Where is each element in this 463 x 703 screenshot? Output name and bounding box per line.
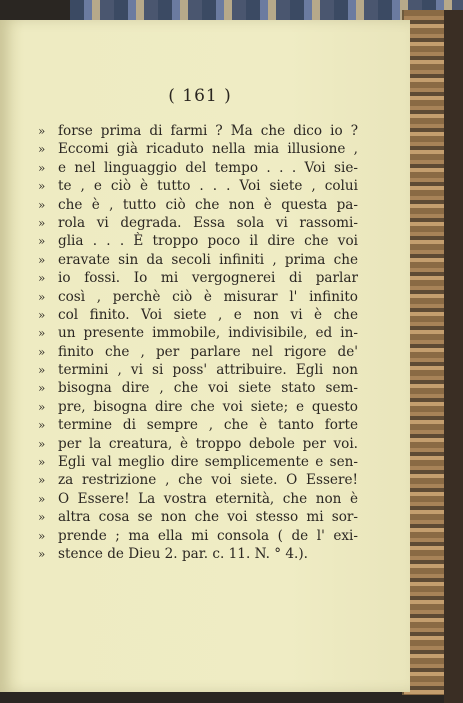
text-line bbox=[38, 140, 358, 158]
text-line-content: Eccomi già ricaduto nella mia illusione , bbox=[58, 141, 358, 158]
text-line-content: finito che , per parlare nel rigore de' bbox=[58, 343, 358, 360]
quote-mark: » bbox=[38, 234, 46, 249]
text-line bbox=[38, 343, 358, 361]
quote-mark: » bbox=[38, 215, 46, 230]
body-text bbox=[38, 122, 358, 563]
text-line-content: per la creatura, è troppo debole per voi. bbox=[58, 435, 358, 452]
text-line bbox=[38, 214, 358, 232]
quote-mark: » bbox=[38, 307, 46, 322]
text-line bbox=[38, 159, 358, 177]
quote-mark: » bbox=[38, 399, 46, 414]
text-line-content: forse prima di farmi ? Ma che dico io ? bbox=[58, 123, 358, 139]
text-line-content: e nel linguaggio del tempo . . . Voi sie- bbox=[58, 159, 358, 176]
text-line-content: termine di sempre , che è tanto forte bbox=[58, 417, 358, 434]
text-line-content: così , perchè ciò è misurar l' infinito bbox=[58, 288, 358, 305]
text-line bbox=[38, 416, 358, 434]
text-line bbox=[38, 306, 358, 324]
quote-mark: » bbox=[38, 491, 46, 506]
text-line bbox=[38, 545, 358, 563]
quote-mark: » bbox=[38, 289, 46, 304]
text-line-content: prende ; ma ella mi consola ( de l' exi- bbox=[58, 527, 358, 544]
quote-mark: » bbox=[38, 197, 46, 212]
text-line-content: che è , tutto ciò che non è questa pa- bbox=[58, 196, 358, 213]
text-line-content: io fossi. Io mi vergognerei di parlar bbox=[58, 270, 358, 287]
text-line-content: O Essere! La vostra eternità, che non è bbox=[58, 490, 358, 507]
quote-mark: » bbox=[38, 363, 46, 378]
quote-mark: » bbox=[38, 124, 46, 138]
text-line-content: col finito. Voi siete , e non vi è che bbox=[58, 306, 358, 323]
quote-mark: » bbox=[38, 528, 46, 543]
text-line-content: altra cosa se non che voi stesso mi sor- bbox=[58, 509, 358, 526]
text-line bbox=[38, 398, 358, 416]
quote-mark: » bbox=[38, 473, 46, 488]
text-line-content: glia . . . È troppo poco il dire che voi bbox=[58, 233, 358, 250]
text-line-content: Egli val meglio dire semplicemente e sen- bbox=[58, 454, 358, 471]
quote-mark: » bbox=[38, 179, 46, 194]
quote-mark: » bbox=[38, 160, 46, 175]
page-number-header: ( 161 ) bbox=[168, 86, 232, 106]
text-line-content: te , e ciò è tutto . . . Voi siete , colui bbox=[58, 178, 358, 195]
quote-mark: » bbox=[38, 252, 46, 267]
quote-mark: » bbox=[38, 142, 46, 157]
text-line bbox=[38, 435, 358, 453]
text-line-content: termini , vi si poss' attribuire. Egli non bbox=[58, 362, 358, 379]
text-line-content: stence de Dieu 2. par. c. 11. N. ° 4.). bbox=[58, 545, 308, 562]
text-line bbox=[38, 361, 358, 379]
text-line bbox=[38, 251, 358, 269]
quote-mark: » bbox=[38, 381, 46, 396]
quote-mark: » bbox=[38, 271, 46, 286]
book-page bbox=[0, 20, 410, 692]
book-spine-edge bbox=[444, 10, 463, 703]
text-line-content: za restrizione , che voi siete. O Essere! bbox=[58, 472, 358, 489]
text-line bbox=[38, 196, 358, 214]
text-line-content: un presente immobile, indivisibile, ed in- bbox=[58, 325, 358, 342]
text-line bbox=[38, 453, 358, 471]
text-line-content: bisogna dire , che voi siete stato sem- bbox=[58, 380, 358, 397]
text-line bbox=[38, 232, 358, 250]
quote-mark: » bbox=[38, 344, 46, 359]
text-line bbox=[38, 324, 358, 342]
quote-mark: » bbox=[38, 510, 46, 525]
text-line bbox=[38, 122, 358, 140]
text-line-content: rola vi degrada. Essa sola vi rassomi- bbox=[58, 214, 358, 231]
text-line bbox=[38, 490, 358, 508]
text-line bbox=[38, 177, 358, 195]
text-line bbox=[38, 269, 358, 287]
text-line bbox=[38, 379, 358, 397]
quote-mark: » bbox=[38, 546, 46, 561]
text-line bbox=[38, 471, 358, 489]
text-line-content: pre, bisogna dire che voi siete; e questo bbox=[58, 398, 358, 415]
text-line-content: eravate sin da secoli infiniti , prima che bbox=[58, 251, 358, 268]
quote-mark: » bbox=[38, 326, 46, 341]
quote-mark: » bbox=[38, 418, 46, 433]
text-line bbox=[38, 288, 358, 306]
text-line bbox=[38, 508, 358, 526]
quote-mark: » bbox=[38, 455, 46, 470]
text-line bbox=[38, 527, 358, 545]
quote-mark: » bbox=[38, 436, 46, 451]
